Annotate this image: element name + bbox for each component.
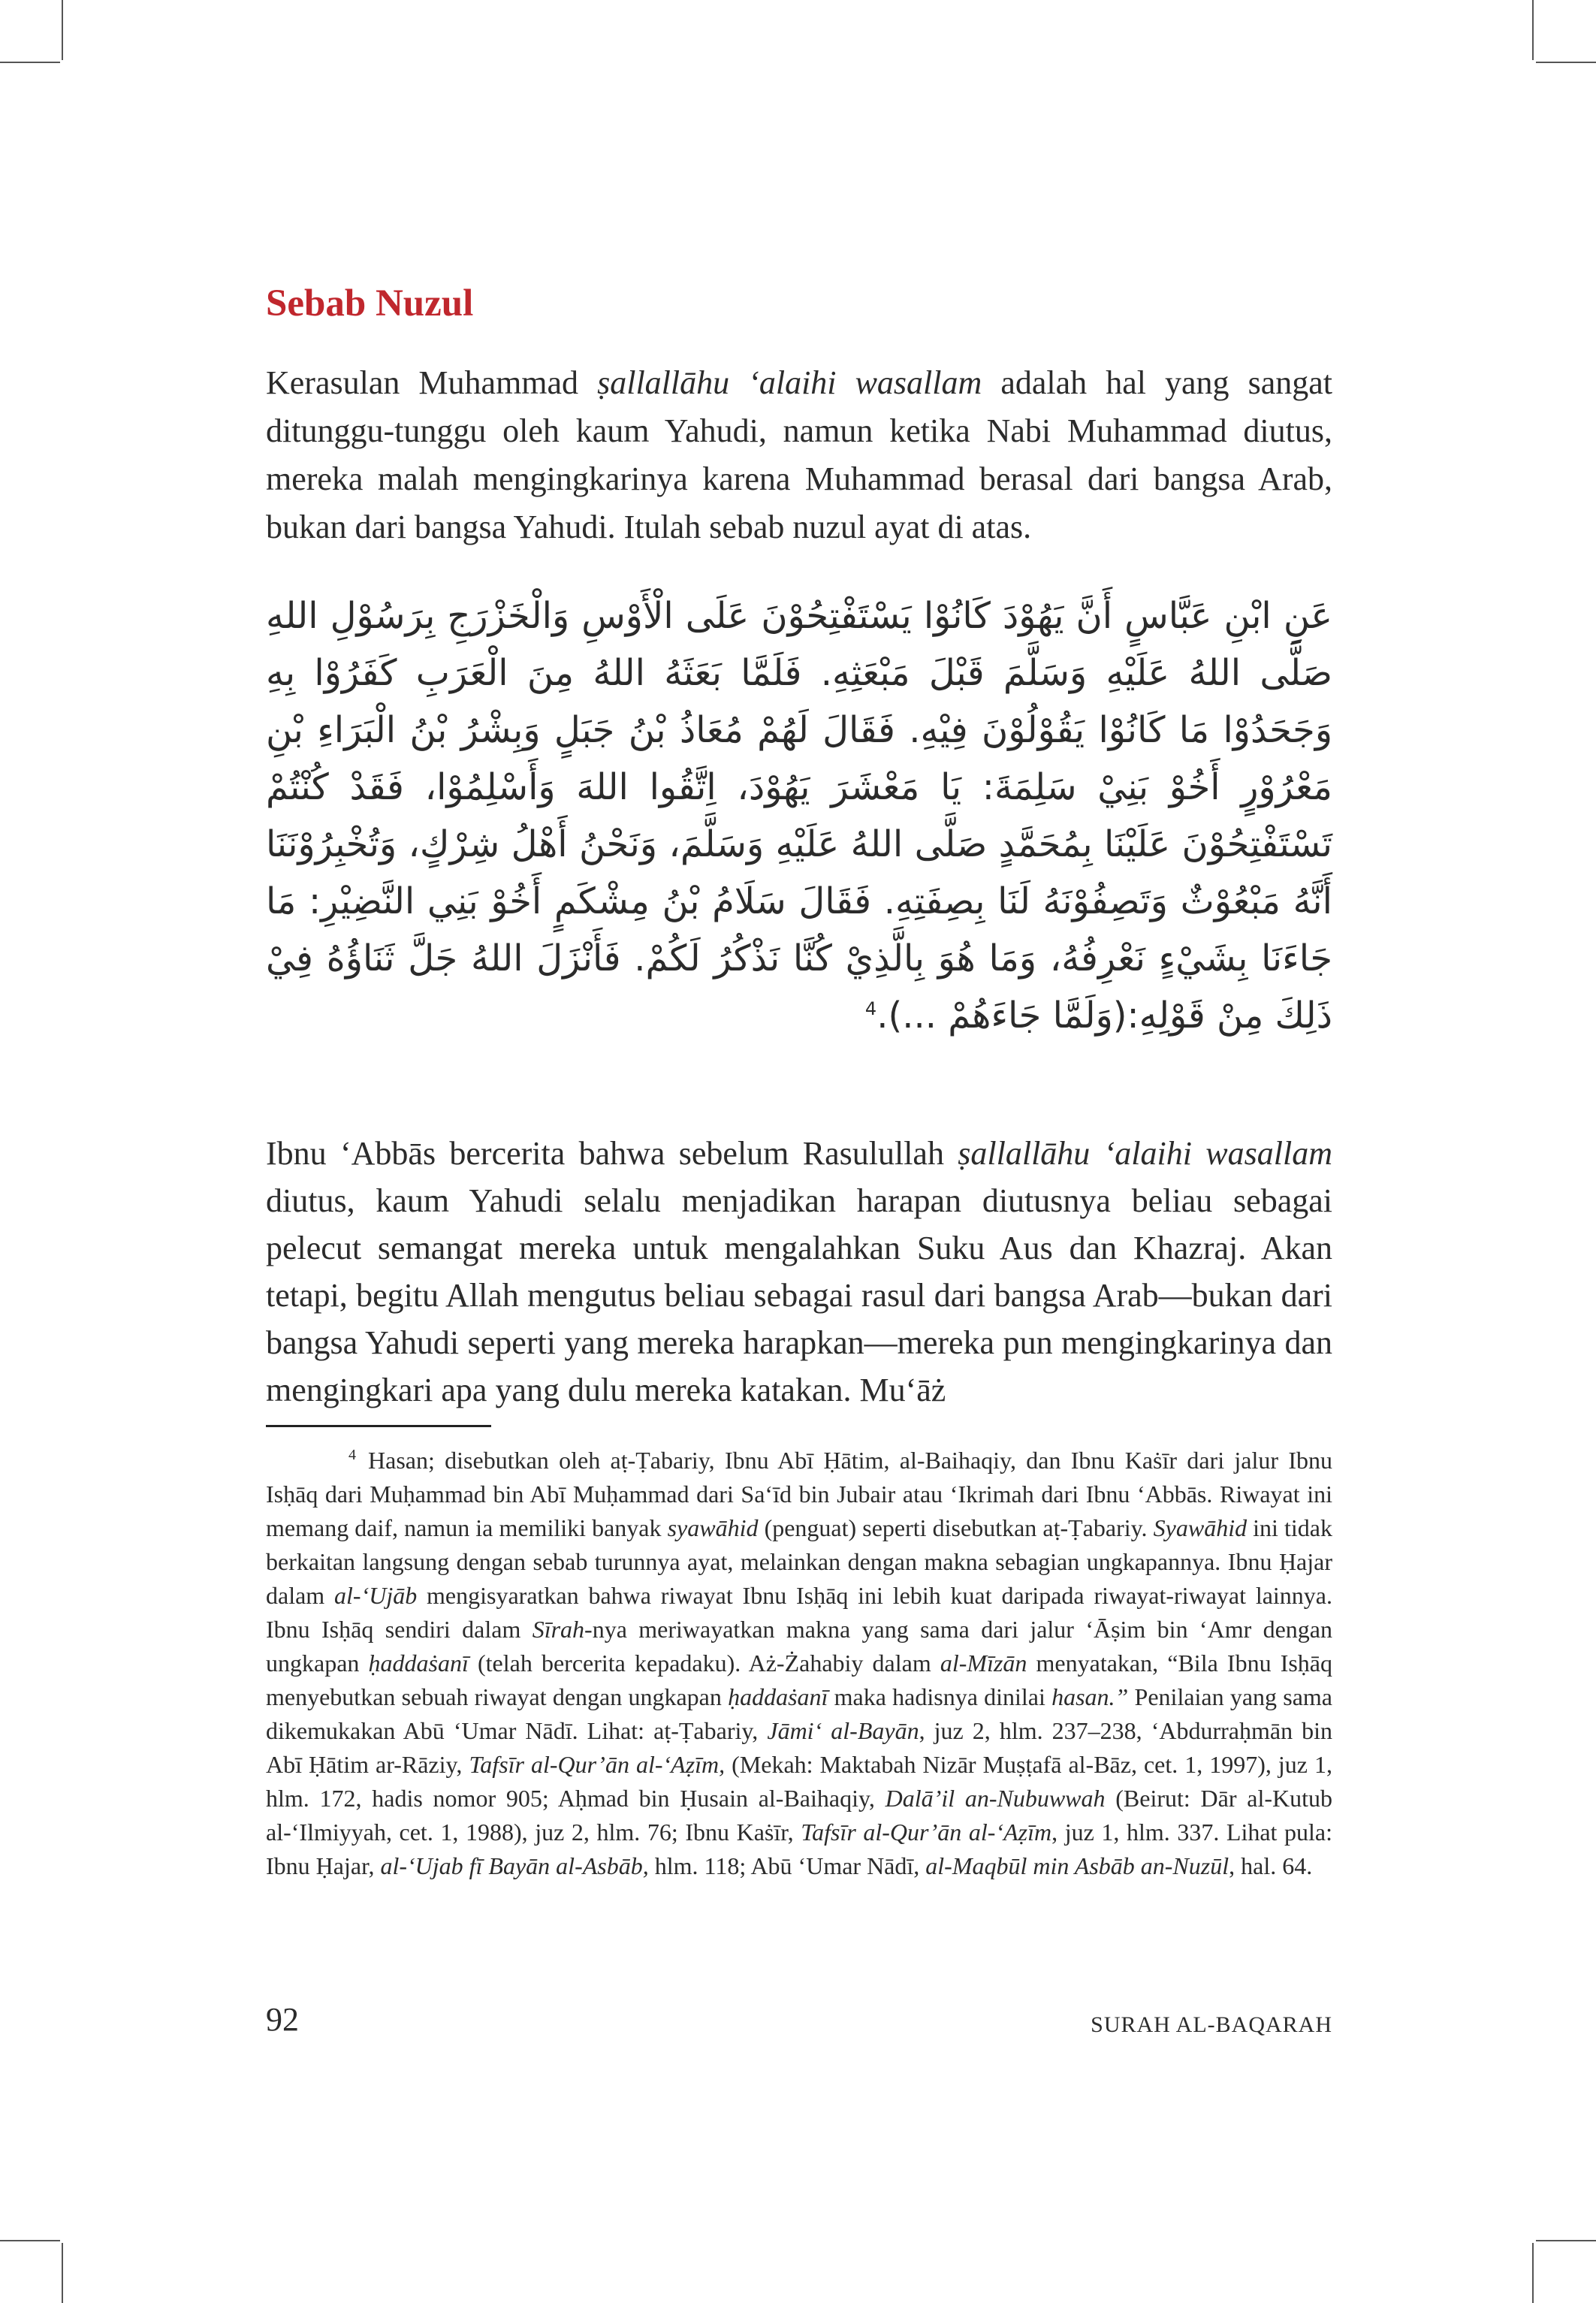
crop-mark bbox=[62, 0, 63, 60]
footnote-divider bbox=[266, 1425, 491, 1427]
crop-mark bbox=[1532, 0, 1534, 60]
page-number: 92 bbox=[266, 2001, 299, 2038]
arabic-hadith: عَنِ ابْنِ عَبَّاسٍ أَنَّ يَهُوْدَ كَانُوْا يَسْتَفْتِحُوْنَ عَلَى الْأَوْسِ وَالْخَزْرَجِ بِرَسُوْلِ اللهِ صَلَّى اللهُ عَلَيْهِ وَسَلَّمَ قَبْلَ مَبْعَثِهِ. فَلَمَّا بَعَثَهُ اللهُ مِنَ الْعَرَبِ كَفَرُوْا بِهِ وَجَحَدُوْا مَا كَانُوْا يَقُوْلُوْنَ فِيْهِ. فَقَالَ لَهُمْ مُعَاذُ بْنُ جَبَلٍ وَبِشْرُ بْنُ الْبَرَاءِ بْنِ مَعْرُوْرٍ أَخُوْ بَنِيْ سَلِمَةَ: يَا مَعْشَرَ يَهُوْدَ، اِتَّقُوا اللهَ وَأَسْلِمُوْا، فَقَدْ كُنْتُمْ تَسْتَفْتِحُوْنَ عَلَيْنَا بِمُحَمَّدٍ صَلَّى اللهُ عَلَيْهِ وَسَلَّمَ، وَنَحْنُ أَهْلُ شِرْكٍ، وَتُخْبِرُوْنَنَا أَنَّهُ مَبْعُوْثٌ وَتَصِفُوْنَهُ لَنَا بِصِفَتِهِ. فَقَالَ سَلَامُ بْنُ مِشْكَمٍ أَخُوْ بَنِي النَّضِيْرِ: مَا جَاءَنَا بِشَيْءٍ نَعْرِفُهُ، وَمَا هُوَ بِالَّذِيْ كُنَّا نَذْكُرُ لَكُمْ. فَأَنْزَلَ اللهُ جَلَّ ثَنَاؤُهُ فِيْ ذَلِكَ مِنْ قَوْلِهِ:(وَلَمَّا جَاءَهُمْ ...).$^4$ bbox=[266, 595, 1332, 1037]
crop-mark bbox=[1532, 2243, 1534, 2303]
section-heading: Sebab Nuzul bbox=[266, 282, 474, 324]
crop-mark bbox=[1536, 2240, 1596, 2241]
intro-paragraph: Kerasulan Muhammad ṣallallāhu ‘alaihi wasallam adalah hal yang sangat ditunggu-tunggu oleh kaum Yahudi, namun ketika Nabi Muhammad diutus, mereka malah mengingkarinya karena Muhammad berasal dari bangsa Arab, bukan dari bangsa Yahudi. Itulah sebab nuzul ayat di atas. bbox=[266, 364, 1332, 545]
crop-mark bbox=[62, 2243, 63, 2303]
crop-mark bbox=[0, 2240, 60, 2241]
explanation-paragraph: Ibnu ‘Abbās bercerita bahwa sebelum Rasulullah ṣallallāhu ‘alaihi wasallam diutus, kaum Yahudi selalu menjadikan harapan diutusnya beliau sebagai pelecut semangat mereka untuk mengalahkan Suku Aus dan Khazraj. Akan tetapi, begitu Allah mengutus beliau sebagai rasul dari bangsa Arab—bukan dari bangsa Yahudi seperti yang mereka harapkan—mereka pun mengingkarinya dan mengingkari apa yang dulu mereka katakan. Mu‘āż bbox=[266, 1135, 1332, 1408]
crop-mark bbox=[1536, 62, 1596, 63]
running-title: SURAH AL-BAQARAH bbox=[1091, 2012, 1332, 2037]
footnote: $^4$ Hasan; disebutkan oleh aṭ-Ṭabariy, Ibnu Abī Ḥātim, al-Baihaqiy, dan Ibnu Kaṡīr dari jalur Ibnu Isḥāq dari Muḥammad bin Abī Muḥammad dari Sa‘īd bin Jubair atau ‘Ikrimah dari Ibnu ‘Abbās. Riwayat ini memang daif, namun ia memiliki banyak syawāhid (penguat) seperti disebutkan aṭ-Ṭabariy. Syawāhid ini tidak berkaitan langsung dengan sebab turunnya ayat, melainkan dengan makna sebagian ungkapannya. Ibnu Ḥajar dalam al-‘Ujāb mengisyaratkan bahwa riwayat Ibnu Isḥāq ini lebih kuat daripada riwayat-riwayat lainnya. Ibnu Isḥāq sendiri dalam Sīrah-nya meriwayatkan makna yang sama dari jalur ‘Āṣim bin ‘Amr dengan ungkapan ḥaddaṡanī (telah bercerita kepadaku). Aż-Żahabiy dalam al-Mīzān menyatakan, “Bila Ibnu Isḥāq menyebutkan sebuah riwayat dengan ungkapan ḥaddaṡanī maka hadisnya dinilai hasan.” Penilaian yang sama dikemukakan Abū ‘Umar Nādī. Lihat: aṭ-Ṭabariy, Jāmi‘ al-Bayān, juz 2, hlm. 237–238, ‘Abdurraḥmān bin Abī Ḥātim ar-Rāziy, Tafsīr al-Qur’ān al-‘Aẓīm, (Mekah: Maktabah Nizār Muṣṭafā al-Bāz, cet. 1, 1997), juz 1, hlm. 172, hadis nomor 905; Aḥmad bin Ḥusain al-Baihaqiy, Dalā’il an-Nubuwwah (Beirut: Dār al-Kutub al-‘Ilmiyyah, cet. 1, 1988), juz 2, hlm. 76; Ibnu Kaṡīr, Tafsīr al-Qur’ān al-‘Aẓīm, juz 1, hlm. 337. Lihat pula: Ibnu Ḥajar, al-‘Ujab fī Bayān al-Asbāb, hlm. 118; Abū ‘Umar Nādī, al-Maqbūl min Asbāb an-Nuzūl, hal. 64. bbox=[266, 1447, 1333, 1879]
crop-mark bbox=[0, 62, 60, 63]
footnote-marker: 4 bbox=[864, 998, 877, 1019]
footnote-number: 4 bbox=[348, 1447, 356, 1464]
